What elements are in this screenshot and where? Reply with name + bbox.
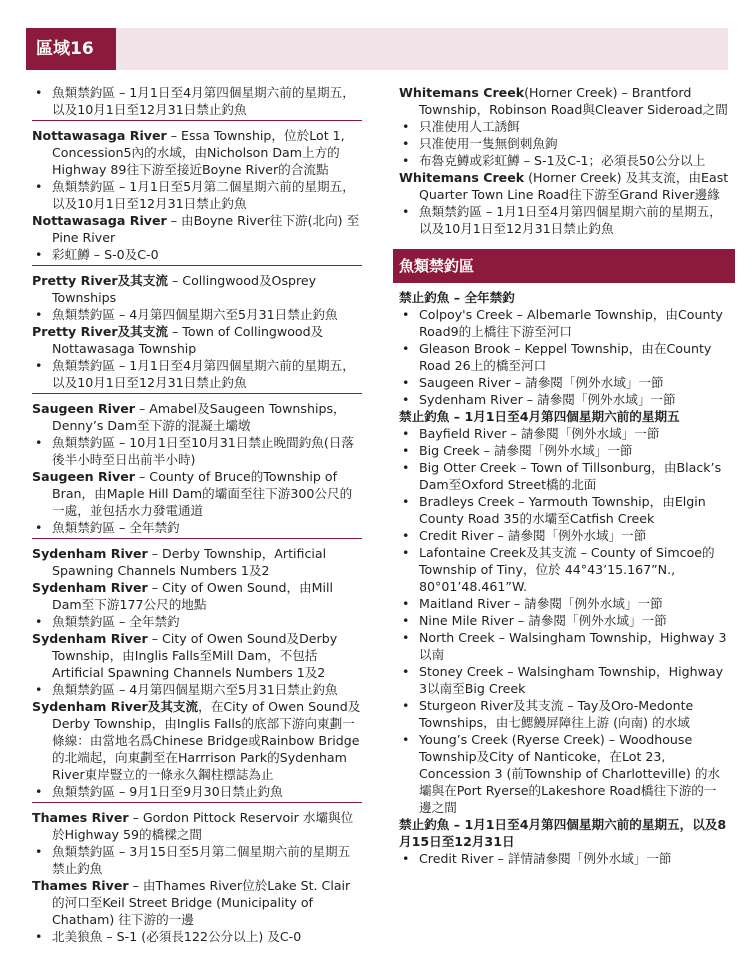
regulation-group — [32, 84, 362, 121]
sanctuary-item: • Sydenham River – 請參閱「例外水域」一節 — [399, 391, 729, 408]
rule-item: • 魚類禁釣區 – 10月1日至10月31日禁止晚間釣魚(日落後半小時至日出前半小時) — [32, 434, 362, 468]
sanctuary-item: • Bayfield River – 請參閱「例外水域」一節 — [399, 425, 729, 442]
rule-list — [399, 118, 729, 169]
regulation-group — [32, 127, 362, 266]
rule-item: • 彩虹鱒 – S-0及C-0 — [32, 246, 362, 263]
water-body-name: Sydenham River及其支流 — [32, 699, 199, 714]
regulation-group — [399, 84, 729, 239]
rule-list — [32, 357, 362, 391]
water-body-name: Sydenham River — [32, 631, 148, 646]
water-body-name: Saugeen River — [32, 401, 135, 416]
sanctuary-item: • Lafontaine Creek及其支流 – County of Simcoe的Township of Tiny，位於 44°43’15.167”N., 80°01’48.461”W. — [399, 544, 729, 595]
water-body-location: – City of Owen Sound及Derby Township，由Inglis Falls至Mill Dam，不包括Artificial Spawning Channels Numbers 1及2 — [52, 631, 338, 680]
rule-list — [32, 613, 362, 630]
sanctuary-group — [399, 289, 729, 408]
regulation-entry — [32, 400, 362, 468]
regulation-entry — [399, 84, 729, 169]
water-body-heading — [32, 323, 362, 357]
closure-period-heading: 禁止釣魚 – 1月1日至4月第四個星期六前的星期五 — [399, 409, 680, 424]
regulation-entry — [32, 545, 362, 579]
sanctuary-list — [399, 425, 729, 816]
water-body-name: Nottawasaga River — [32, 128, 167, 143]
regulation-entry — [32, 468, 362, 536]
rule-item: • 魚類禁釣區 – 3月15日至5月第二個星期六前的星期五禁止釣魚 — [32, 843, 362, 877]
regulation-entry — [32, 809, 362, 877]
water-body-heading — [32, 272, 362, 306]
regulation-entry — [32, 630, 362, 698]
regulation-entry — [32, 272, 362, 323]
regulation-group — [32, 272, 362, 394]
regulation-entry — [32, 127, 362, 212]
water-body-location: – Gordon Pittock Reservoir 水壩與位於Highway 59的橋樑之間 — [52, 810, 354, 842]
rule-list — [32, 783, 362, 800]
water-body-heading — [32, 400, 362, 434]
water-body-name: Pretty River及其支流 — [32, 324, 168, 339]
sanctuary-item: • Credit River – 請參閱「例外水域」一節 — [399, 527, 729, 544]
water-body-name: Sydenham River — [32, 546, 148, 561]
water-body-location: – 由Boyne River往下游(北向) 至Pine River — [52, 213, 360, 245]
water-body-location: – Essa Township，位於Lot 1, Concession5內的水域，由Nicholson Dam上方的Highway 89往下游至接近Boyne River的合流點 — [52, 128, 345, 177]
right-column — [399, 84, 729, 867]
regulation-group — [32, 545, 362, 803]
water-body-heading — [32, 212, 362, 246]
water-body-location: (Horner Creek) – Brantford Township，Robinson Road與Cleaver Sideroad之間 — [419, 85, 728, 117]
rule-item: • 布魯克鱒或彩虹鱒 – S-1及C-1；必須長50公分以上 — [399, 152, 729, 169]
water-body-heading — [32, 809, 362, 843]
regulation-entry — [32, 877, 362, 945]
regulation-entry — [32, 212, 362, 263]
water-body-name: Whitemans Creek — [399, 85, 525, 100]
water-body-location: – Town of Collingwood及Nottawasaga Township — [52, 324, 324, 356]
water-body-heading — [399, 169, 729, 203]
sanctuary-list — [399, 850, 729, 867]
rule-item: • 魚類禁釣區 – 1月1日至4月第四個星期六前的星期五，以及10月1日至12月31日禁止釣魚 — [32, 84, 362, 118]
rule-item: • 魚類禁釣區 – 4月第四個星期六至5月31日禁止釣魚 — [32, 306, 362, 323]
water-body-location: (Horner Creek) 及其支流，由East Quarter Town Line Road往下游至Grand River邊緣 — [419, 170, 729, 202]
rule-item: • 魚類禁釣區 – 全年禁釣 — [32, 519, 362, 536]
water-body-location: – Amabel及Saugeen Townships，Denny’s Dam至下游的混凝土壩墩 — [52, 401, 346, 433]
regulation-group — [32, 809, 362, 947]
rule-list — [32, 246, 362, 263]
water-body-location: ，在City of Owen Sound及Derby Township，由Inglis Falls的底部下游向東劃一條線：由當地名爲Chinese Bridge或Rainbow Bridge的北端起，向東劃至在Harrrison Park的Sydenham River東岸豎立的一條永久鋼柱標誌為止 — [52, 699, 361, 782]
water-body-heading — [32, 698, 362, 783]
rule-item: • 魚類禁釣區 – 1月1日至5月第二個星期六前的星期五，以及10月1日至12月31日禁止釣魚 — [32, 178, 362, 212]
water-body-location: – 由Thames River位於Lake St. Clair的河口至Keil Street Bridge (Municipality of Chatham) 往下游的一邊 — [52, 878, 351, 927]
closure-period-heading: 禁止釣魚 – 1月1日至4月第四個星期六前的星期五，以及8月15日至12月31日 — [399, 817, 727, 849]
sanctuary-item: • Colpoy's Creek – Albemarle Township，由County Road9的上橋往下游至河口 — [399, 306, 729, 340]
regulation-entry — [32, 84, 362, 118]
water-body-name: Saugeen River — [32, 469, 135, 484]
sanctuary-item: • Nine Mile River – 請參閱「例外水域」一節 — [399, 612, 729, 629]
left-column — [32, 84, 362, 953]
water-body-name: Sydenham River — [32, 580, 148, 595]
water-body-name: Pretty River及其支流 — [32, 273, 168, 288]
sanctuary-group — [399, 408, 729, 816]
rule-item: • 只准使用人工誘餌 — [399, 118, 729, 135]
water-body-name: Thames River — [32, 878, 129, 893]
water-body-heading — [32, 877, 362, 928]
water-body-heading — [399, 84, 729, 118]
sanctuary-item: • Sturgeon River及其支流 – Tay及Oro-Medonte Townships，由七鰓鰻屏障往上游 (向南) 的水域 — [399, 697, 729, 731]
sanctuary-section-title: 魚類禁釣區 — [393, 249, 735, 283]
water-body-location: – City of Owen Sound，由Mill Dam至下游177公尺的地點 — [52, 580, 334, 612]
sanctuary-item: • Bradleys Creek – Yarmouth Township，由Elgin County Road 35的水壩至Catfish Creek — [399, 493, 729, 527]
sanctuary-item: • North Creek – Walsingham Township，Highway 3以南 — [399, 629, 729, 663]
page-header — [0, 28, 752, 70]
water-body-heading — [32, 468, 362, 519]
water-body-name: Thames River — [32, 810, 129, 825]
sanctuary-list — [399, 306, 729, 408]
sanctuary-item: • Young’s Creek (Ryerse Creek) – Woodhouse Township及City of Nanticoke，在Lot 23, Concession 3 (前Township of Charlotteville) 的水壩與在Port Ryerse的Lakeshore Road橋往下游的一邊之間 — [399, 731, 729, 816]
rule-item: • 只准使用一隻無倒刺魚鉤 — [399, 135, 729, 152]
regulation-entry — [32, 698, 362, 800]
closure-period-heading: 禁止釣魚 – 全年禁釣 — [399, 290, 515, 305]
zone-tab: 區域16 — [26, 28, 116, 70]
rule-list — [32, 928, 362, 945]
sanctuary-item: • Big Otter Creek – Town of Tillsonburg，由Black’s Dam至Oxford Street橋的北面 — [399, 459, 729, 493]
water-body-location: – County of Bruce的Township of Bran，由Maple Hill Dam的壩面至往下游300公尺的一處，並包括水力發電通道 — [52, 469, 353, 518]
water-body-name: Nottawasaga River — [32, 213, 167, 228]
regulation-entry — [32, 579, 362, 630]
sanctuary-item: • Big Creek – 請參閱「例外水域」一節 — [399, 442, 729, 459]
water-body-heading — [32, 127, 362, 178]
rule-list — [32, 434, 362, 468]
sanctuary-group — [399, 816, 729, 867]
rule-item: • 魚類禁釣區 – 1月1日至4月第四個星期六前的星期五，以及10月1日至12月31日禁止釣魚 — [32, 357, 362, 391]
sanctuary-item: • Maitland River – 請參閱「例外水域」一節 — [399, 595, 729, 612]
rule-list — [32, 843, 362, 877]
water-body-heading — [32, 630, 362, 681]
sanctuary-item: • Saugeen River – 請參閱「例外水域」一節 — [399, 374, 729, 391]
rule-item: • 北美狼魚 – S-1 (必須長122公分以上) 及C-0 — [32, 928, 362, 945]
rule-item: • 魚類禁釣區 – 9月1日至9月30日禁止釣魚 — [32, 783, 362, 800]
water-body-heading — [32, 545, 362, 579]
rule-list — [32, 681, 362, 698]
sanctuary-item: • Gleason Brook – Keppel Township，由在County Road 26上的橋至河口 — [399, 340, 729, 374]
sanctuary-item: • Stoney Creek – Walsingham Township，Highway 3以南至Big Creek — [399, 663, 729, 697]
regulation-group — [32, 400, 362, 539]
regulation-entry — [32, 323, 362, 391]
water-body-heading — [32, 579, 362, 613]
rule-list — [32, 306, 362, 323]
water-body-name: Whitemans Creek — [399, 170, 525, 185]
rule-list — [399, 203, 729, 237]
water-body-location: – Collingwood及Osprey Townships — [52, 273, 317, 305]
water-body-location: – Derby Township，Artificial Spawning Channels Numbers 1及2 — [52, 546, 327, 578]
regulation-entry — [399, 169, 729, 237]
header-band — [26, 28, 728, 70]
rule-item: • 魚類禁釣區 – 4月第四個星期六至5月31日禁止釣魚 — [32, 681, 362, 698]
rule-item: • 魚類禁釣區 – 1月1日至4月第四個星期六前的星期五，以及10月1日至12月31日禁止釣魚 — [399, 203, 729, 237]
rule-item: • 魚類禁釣區 – 全年禁釣 — [32, 613, 362, 630]
rule-list — [32, 178, 362, 212]
sanctuary-item: • Credit River – 詳情請參閱「例外水域」一節 — [399, 850, 729, 867]
rule-list — [32, 84, 362, 118]
rule-list — [32, 519, 362, 536]
